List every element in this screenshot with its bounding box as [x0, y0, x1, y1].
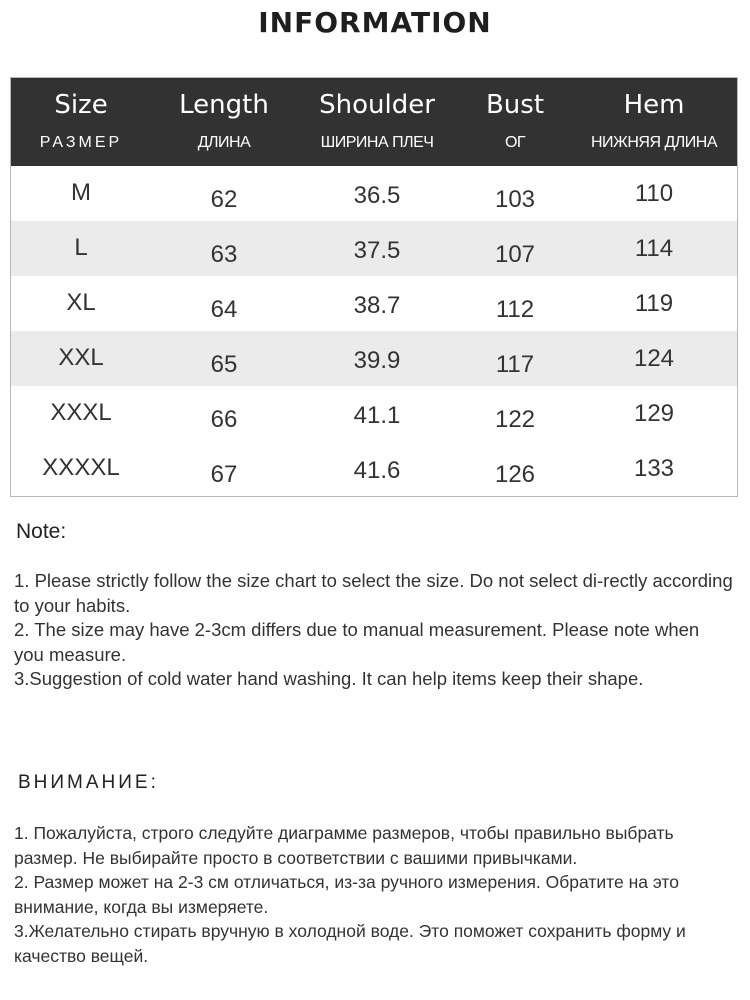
note-list: [14, 569, 734, 692]
note-heading: Note:: [16, 520, 67, 543]
length-cell: 62: [210, 186, 238, 213]
header-bust-ru: ОГ: [504, 134, 526, 151]
size-chart-table: [10, 77, 738, 497]
header-length: [151, 78, 297, 166]
attention-item: 3.Желательно стирать вручную в холодной воде. Это поможет сохранить форму и качество вещей.: [14, 921, 686, 966]
shoulder-cell: 41.6: [353, 457, 401, 484]
length-cell: 66: [210, 406, 238, 433]
header-length-en: Length: [179, 90, 269, 120]
length-cell: 63: [210, 241, 238, 268]
header-bust-en: Bust: [485, 90, 545, 120]
bust-cell: 112: [495, 296, 535, 323]
length-cell: 65: [210, 351, 238, 378]
table-row: [11, 331, 737, 386]
length-cell: 64: [210, 296, 238, 323]
shoulder-cell: 39.9: [353, 347, 401, 374]
table-row: [11, 441, 737, 496]
size-cell: M: [71, 179, 91, 206]
bust-cell: 126: [494, 461, 536, 488]
shoulder-cell: 37.5: [353, 237, 401, 264]
table-row: [11, 221, 737, 276]
page-title: INFORMATION: [258, 6, 492, 39]
header-bust: [457, 78, 573, 166]
shoulder-cell: 41.1: [353, 402, 401, 429]
header-hem: [573, 78, 735, 166]
header-shoulder-en: Shoulder: [319, 90, 435, 120]
header-hem-en: Hem: [623, 90, 685, 120]
note-item: 3.Suggestion of cold water hand washing. It can help items keep their shape.: [14, 668, 644, 689]
hem-cell: 114: [634, 235, 674, 262]
size-cell: XXXXL: [42, 454, 120, 481]
bust-cell: 107: [494, 241, 536, 268]
size-cell: XL: [66, 289, 96, 316]
header-size-ru: РАЗМЕР: [39, 134, 123, 151]
header-shoulder: [297, 78, 457, 166]
header-length-ru: ДЛИНА: [197, 134, 251, 151]
table-row: [11, 276, 737, 331]
bust-cell: 122: [494, 406, 536, 433]
header-size: [11, 78, 151, 166]
bust-cell: 103: [494, 186, 536, 213]
length-cell: 67: [210, 461, 238, 488]
hem-cell: 133: [633, 455, 675, 482]
attention-item: 1. Пожалуйста, строго следуйте диаграмме размеров, чтобы правильно выбрать размер. Не выбирайте просто в соответствии с вашими привычками.: [14, 823, 674, 868]
header-size-en: Size: [54, 90, 108, 120]
attention-heading: ВНИМАНИЕ:: [18, 772, 159, 793]
header-shoulder-ru: ШИРИНА ПЛЕЧ: [320, 134, 434, 151]
header-hem-ru: НИЖНЯЯ ДЛИНА: [591, 134, 717, 151]
size-cell: XXXL: [50, 399, 112, 426]
size-cell: XXL: [58, 344, 104, 371]
table-row: [11, 386, 737, 441]
note-item: 1. Please strictly follow the size chart to select the size. Do not select di-rectly according to your habits.: [14, 570, 733, 616]
attention-item: 2. Размер может на 2-3 см отличаться, из-за ручного измерения. Обратите на это внимание, когда вы измеряете.: [14, 872, 679, 917]
attention-list: [14, 821, 736, 968]
shoulder-cell: 38.7: [353, 292, 401, 319]
table-row: [11, 166, 737, 221]
hem-cell: 119: [634, 290, 674, 317]
hem-cell: 110: [634, 180, 674, 207]
bust-cell: 117: [495, 351, 535, 378]
table-header: [11, 78, 737, 166]
hem-cell: 129: [633, 400, 675, 427]
hem-cell: 124: [633, 345, 675, 372]
size-cell: L: [74, 234, 88, 261]
shoulder-cell: 36.5: [353, 182, 401, 209]
note-item: 2. The size may have 2-3cm differs due to manual measurement. Please note when you measure.: [14, 619, 700, 665]
